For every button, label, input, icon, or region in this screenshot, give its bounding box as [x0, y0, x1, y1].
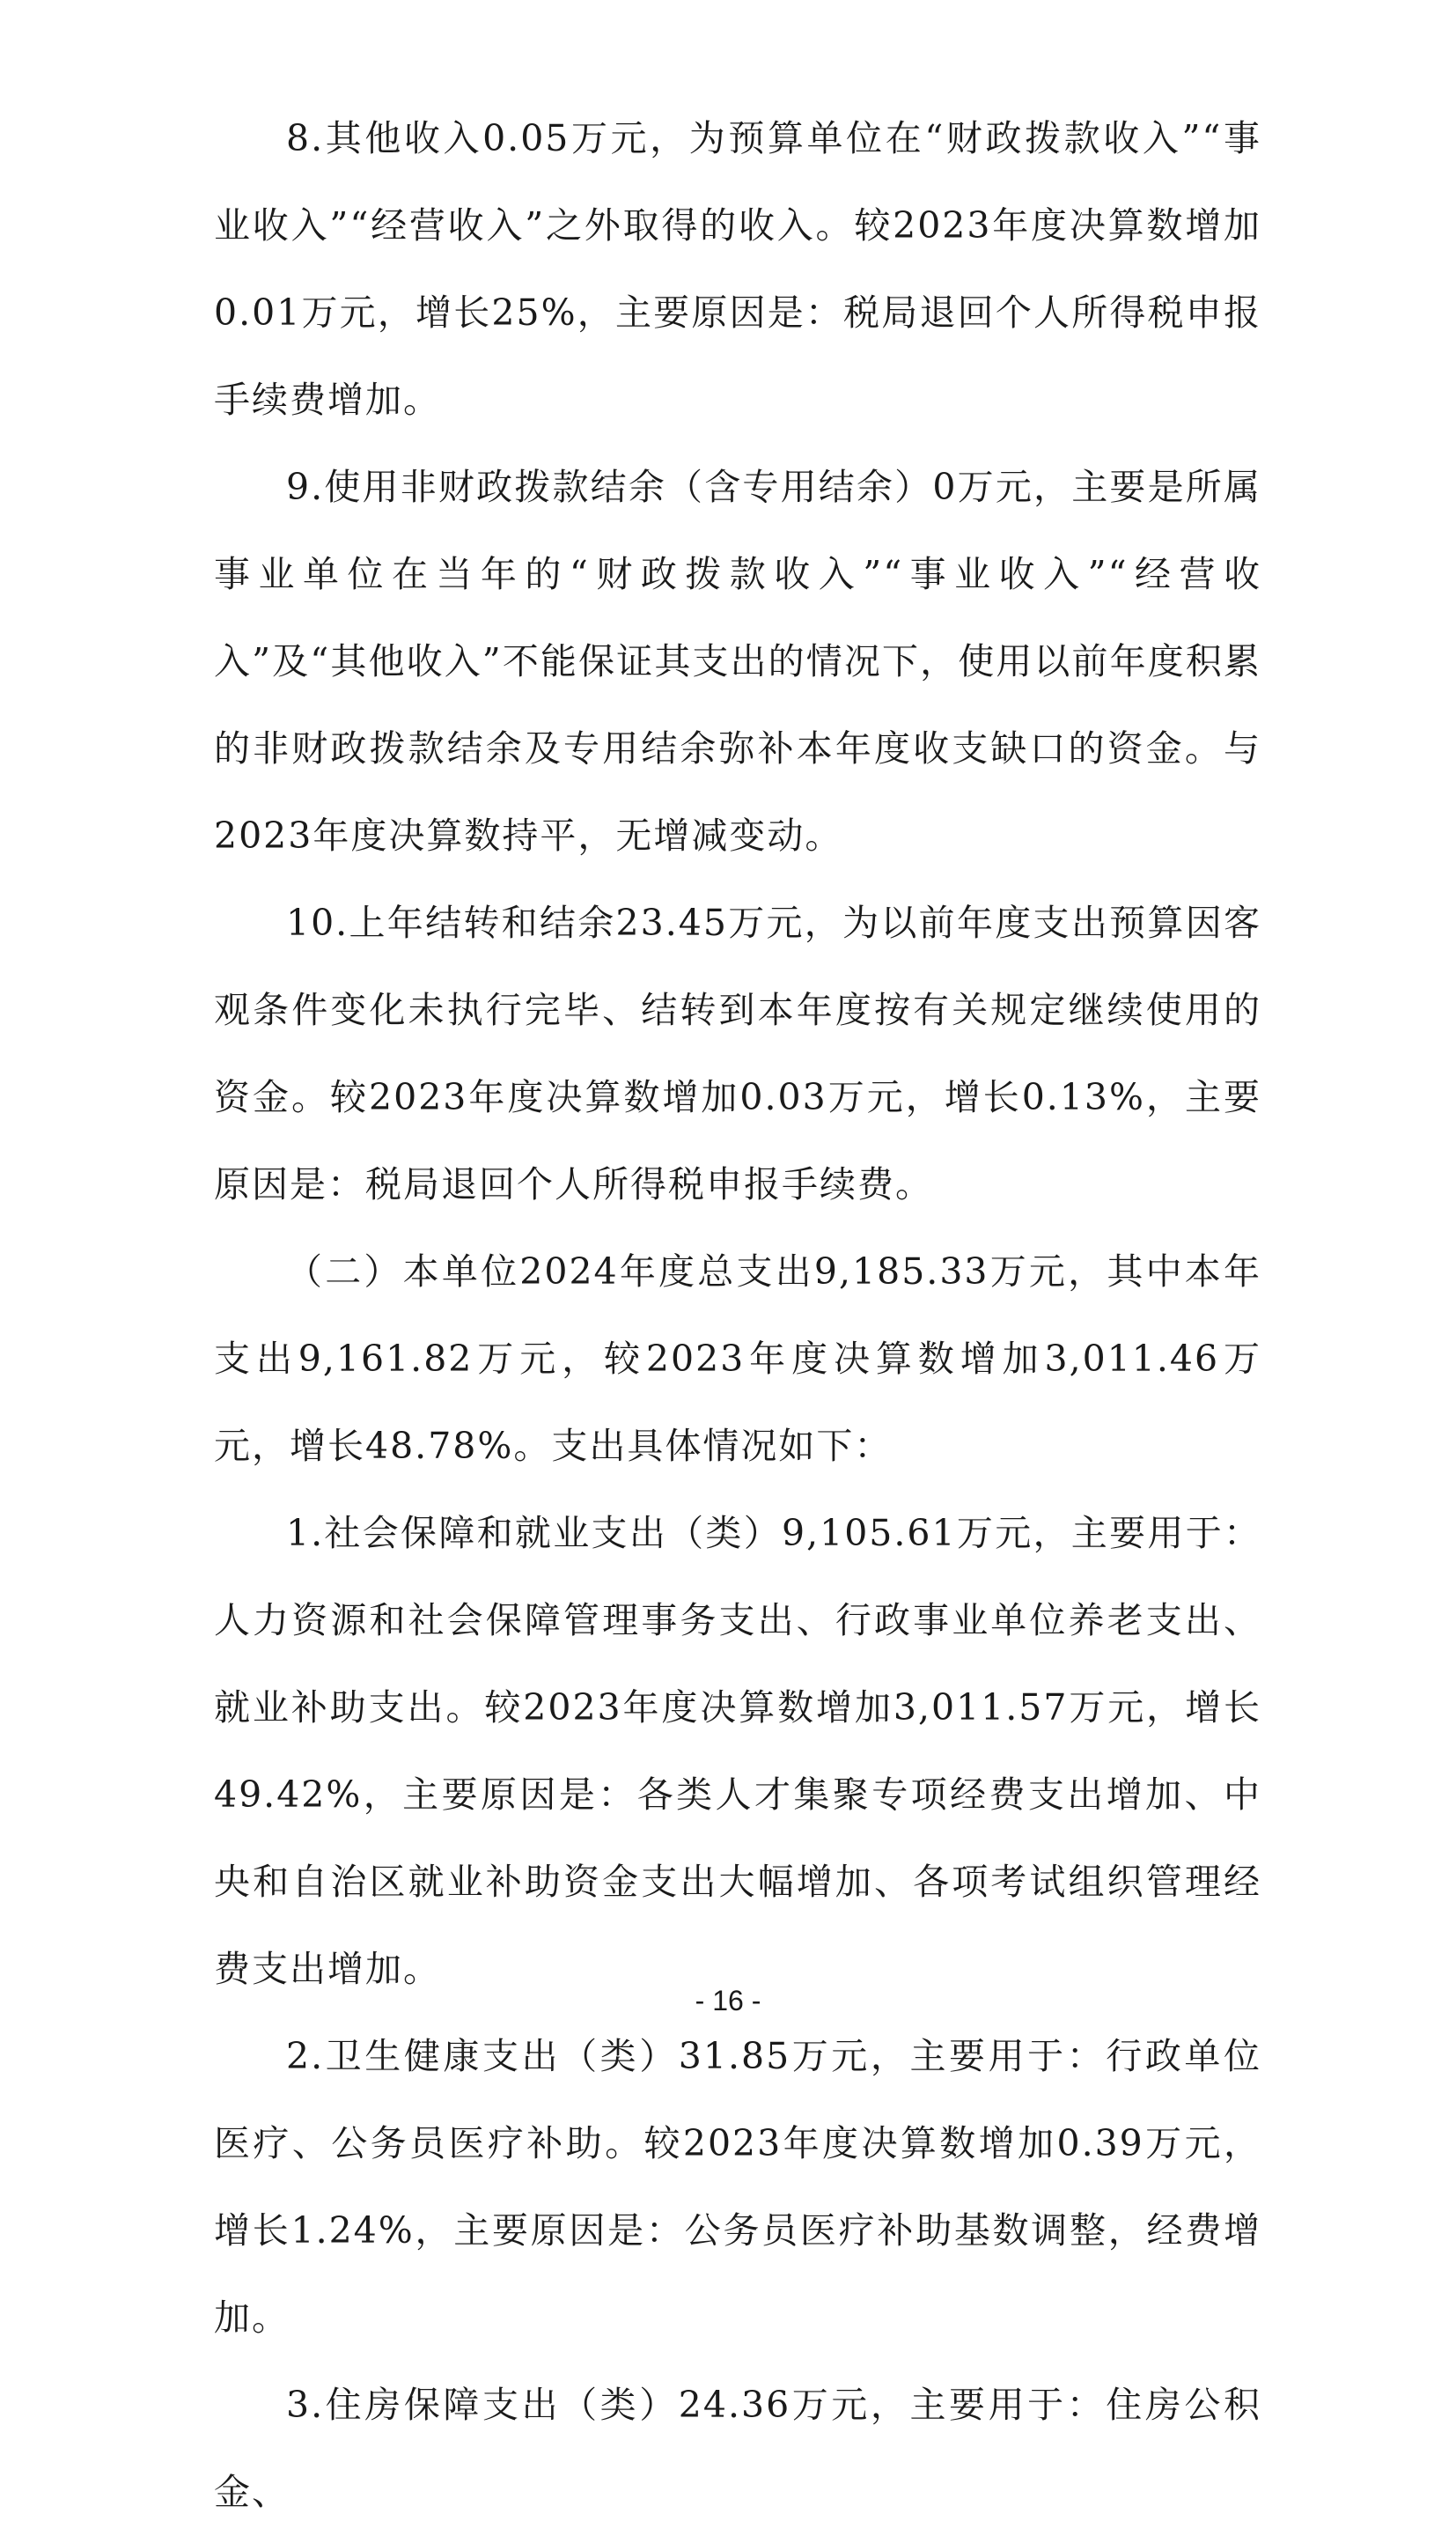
paragraph-carryover-balance: 10.上年结转和结余23.45万元，为以前年度支出预算因客观条件变化未执行完毕、结转到本年度按有关规定继续使用的资金。较2023年度决算数增加0.03万元，增长0.13%，主要原因是：税局退回个人所得税申报手续费。 — [214, 902, 1261, 1205]
paragraph-non-fiscal-surplus: 9.使用非财政拨款结余（含专用结余）0万元，主要是所属事业单位在当年的“财政拨款收入”“事业收入”“经营收入”及“其他收入”不能保证其支出的情况下，使用以前年度积累的非财政拨款结余及专用结余弥补本年度收支缺口的资金。与2023年度决算数持平，无增减变动。 — [214, 466, 1261, 857]
paragraph-other-income: 8.其他收入0.05万元，为预算单位在“财政拨款收入”“事业收入”“经营收入”之外取得的收入。较2023年度决算数增加0.01万元，增长25%，主要原因是：税局退回个人所得税申报手续费增加。 — [214, 117, 1261, 421]
paragraph-housing-expenditure: 3.住房保障支出（类）24.36万元，主要用于：住房公积金、 — [214, 2384, 1261, 2513]
paragraph-total-expenditure: （二）本单位2024年度总支出9,185.33万元，其中本年支出9,161.82万元，较2023年度决算数增加3,011.46万元，增长48.78%。支出具体情况如下： — [214, 1250, 1261, 1467]
paragraph-health-expenditure: 2.卫生健康支出（类）31.85万元，主要用于：行政单位医疗、公务员医疗补助。较2023年度决算数增加0.39万元，增长1.24%，主要原因是：公务员医疗补助基数调整，经费增加。 — [214, 2035, 1261, 2339]
page-number: - 16 - — [695, 1985, 761, 2016]
document-body — [214, 95, 1261, 2536]
paragraph-social-security-expenditure: 1.社会保障和就业支出（类）9,105.61万元，主要用于：人力资源和社会保障管理事务支出、行政事业单位养老支出、就业补助支出。较2023年度决算数增加3,011.57万元，增长49.42%，主要原因是：各类人才集聚专项经费支出增加、中央和自治区就业补助资金支出大幅增加、各项考试组织管理经费支出增加。 — [214, 1512, 1261, 1990]
